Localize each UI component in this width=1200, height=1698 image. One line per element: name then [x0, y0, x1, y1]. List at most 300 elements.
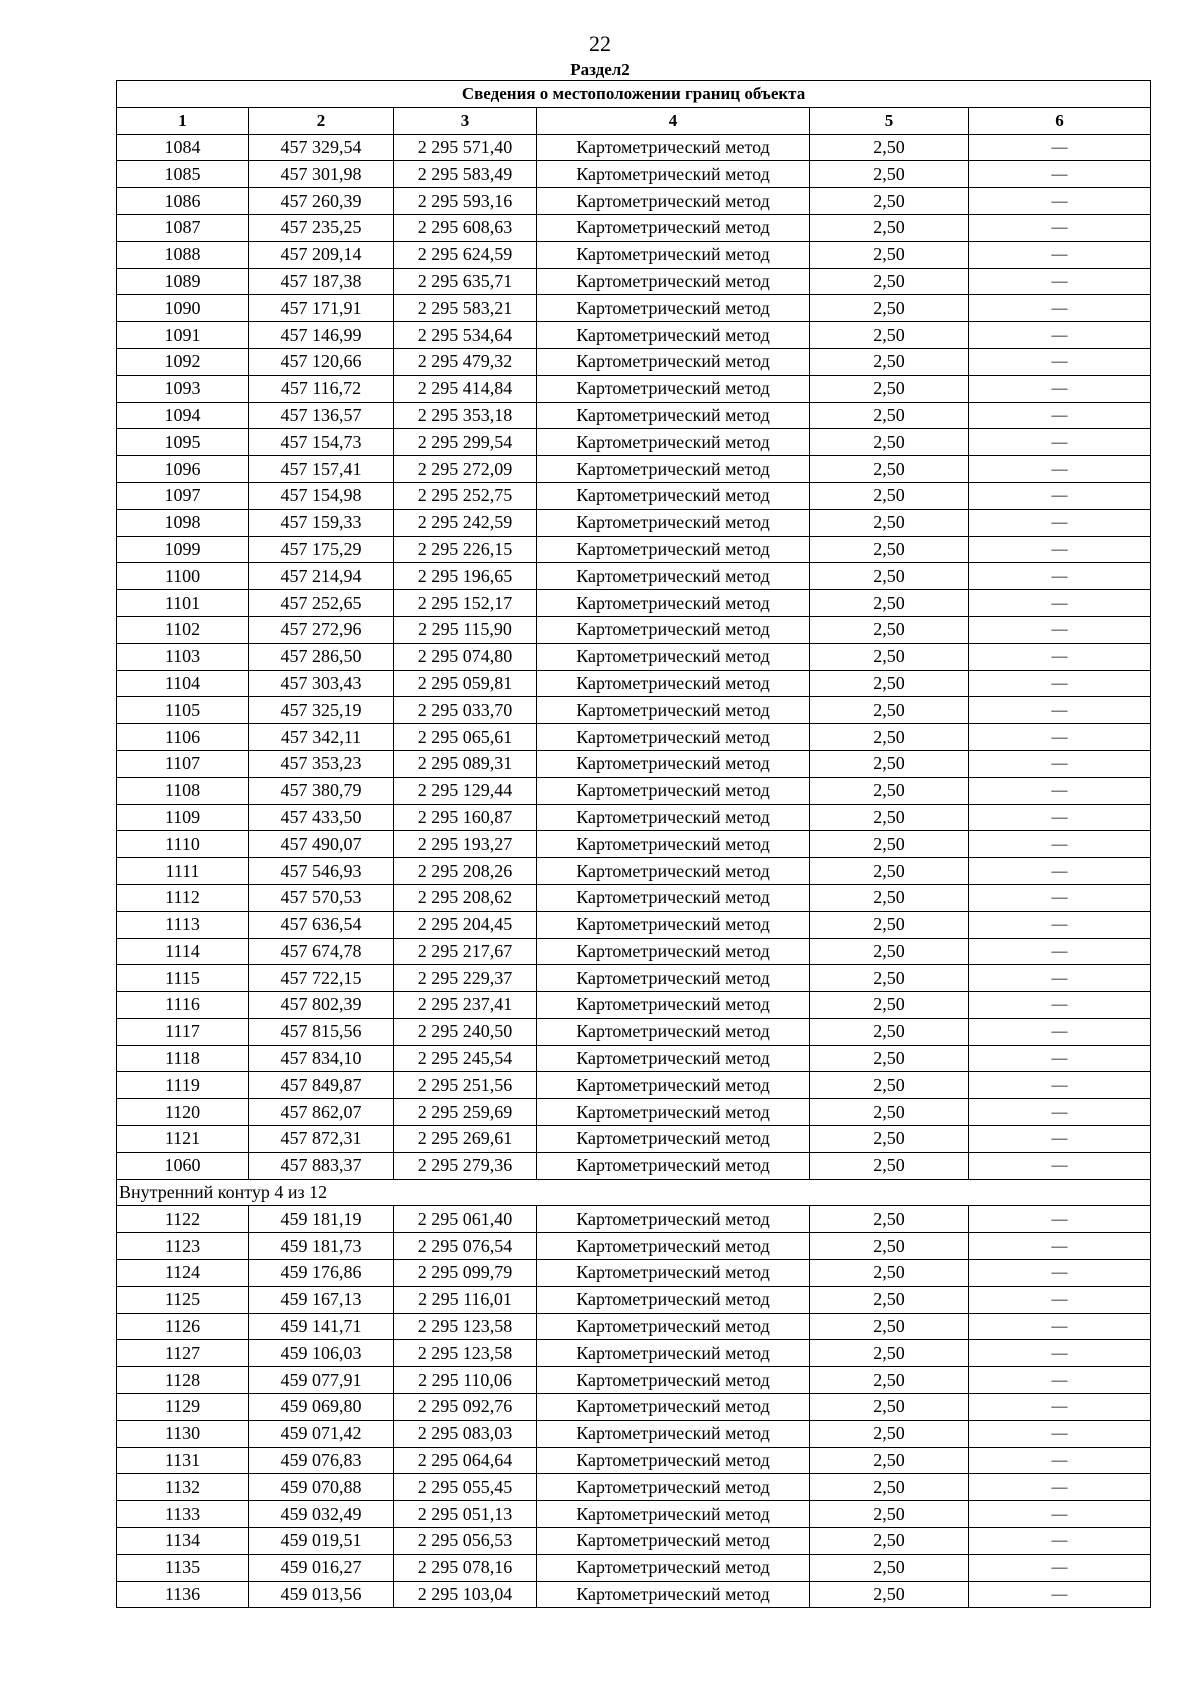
y-coordinate-cell: 2 295 123,58 [394, 1340, 537, 1367]
description-cell: — [969, 911, 1151, 938]
x-coordinate-cell: 459 013,56 [249, 1581, 394, 1608]
x-coordinate-cell: 457 154,98 [249, 482, 394, 509]
accuracy-cell: 2,50 [810, 536, 969, 563]
table-row [117, 1367, 1151, 1394]
y-coordinate-cell: 2 295 479,32 [394, 348, 537, 375]
description-cell: — [969, 563, 1151, 590]
description-cell: — [969, 1367, 1151, 1394]
point-number-cell: 1084 [117, 134, 249, 161]
x-coordinate-cell: 457 883,37 [249, 1152, 394, 1179]
accuracy-cell: 2,50 [810, 911, 969, 938]
method-cell: Картометрический метод [537, 750, 810, 777]
y-coordinate-cell: 2 295 583,21 [394, 295, 537, 322]
y-coordinate-cell: 2 295 061,40 [394, 1206, 537, 1233]
table-row [117, 590, 1151, 617]
description-cell: — [969, 322, 1151, 349]
method-cell: Картометрический метод [537, 831, 810, 858]
point-number-cell: 1104 [117, 670, 249, 697]
y-coordinate-cell: 2 295 251,56 [394, 1072, 537, 1099]
table-row [117, 348, 1151, 375]
method-cell: Картометрический метод [537, 643, 810, 670]
method-cell: Картометрический метод [537, 429, 810, 456]
y-coordinate-cell: 2 295 051,13 [394, 1501, 537, 1528]
point-number-cell: 1136 [117, 1581, 249, 1608]
x-coordinate-cell: 457 636,54 [249, 911, 394, 938]
description-cell: — [969, 590, 1151, 617]
accuracy-cell: 2,50 [810, 429, 969, 456]
point-number-cell: 1121 [117, 1126, 249, 1153]
table-row [117, 563, 1151, 590]
y-coordinate-cell: 2 295 240,50 [394, 1018, 537, 1045]
point-number-cell: 1091 [117, 322, 249, 349]
method-cell: Картометрический метод [537, 1313, 810, 1340]
method-cell: Картометрический метод [537, 509, 810, 536]
table-row [117, 1260, 1151, 1287]
accuracy-cell: 2,50 [810, 1126, 969, 1153]
table-row [117, 938, 1151, 965]
x-coordinate-cell: 457 849,87 [249, 1072, 394, 1099]
point-number-cell: 1113 [117, 911, 249, 938]
method-cell: Картометрический метод [537, 1045, 810, 1072]
section-title: Раздел2 [570, 60, 630, 79]
description-cell: — [969, 750, 1151, 777]
table-row [117, 429, 1151, 456]
accuracy-cell: 2,50 [810, 1474, 969, 1501]
table-row [117, 911, 1151, 938]
method-cell: Картометрический метод [537, 482, 810, 509]
x-coordinate-cell: 457 342,11 [249, 724, 394, 751]
x-coordinate-cell: 457 353,23 [249, 750, 394, 777]
x-coordinate-cell: 457 272,96 [249, 616, 394, 643]
table-row [117, 456, 1151, 483]
x-coordinate-cell: 459 016,27 [249, 1554, 394, 1581]
description-cell: — [969, 1581, 1151, 1608]
x-coordinate-cell: 457 674,78 [249, 938, 394, 965]
x-coordinate-cell: 459 076,83 [249, 1447, 394, 1474]
table-row [117, 1313, 1151, 1340]
y-coordinate-cell: 2 295 608,63 [394, 214, 537, 241]
method-cell: Картометрический метод [537, 1501, 810, 1528]
y-coordinate-cell: 2 295 055,45 [394, 1474, 537, 1501]
method-cell: Картометрический метод [537, 1474, 810, 1501]
point-number-cell: 1090 [117, 295, 249, 322]
description-cell: — [969, 831, 1151, 858]
point-number-cell: 1122 [117, 1206, 249, 1233]
y-coordinate-cell: 2 295 065,61 [394, 724, 537, 751]
description-cell: — [969, 1099, 1151, 1126]
table-row [117, 616, 1151, 643]
table-row [117, 1474, 1151, 1501]
x-coordinate-cell: 459 176,86 [249, 1260, 394, 1287]
table-row [117, 1501, 1151, 1528]
point-number-cell: 1060 [117, 1152, 249, 1179]
x-coordinate-cell: 459 181,73 [249, 1233, 394, 1260]
method-cell: Картометрический метод [537, 1018, 810, 1045]
point-number-cell: 1114 [117, 938, 249, 965]
y-coordinate-cell: 2 295 208,26 [394, 858, 537, 885]
method-cell: Картометрический метод [537, 1126, 810, 1153]
y-coordinate-cell: 2 295 624,59 [394, 241, 537, 268]
x-coordinate-cell: 457 214,94 [249, 563, 394, 590]
point-number-cell: 1125 [117, 1286, 249, 1313]
point-number-cell: 1115 [117, 965, 249, 992]
description-cell: — [969, 1233, 1151, 1260]
point-number-cell: 1133 [117, 1501, 249, 1528]
method-cell: Картометрический метод [537, 188, 810, 215]
x-coordinate-cell: 457 175,29 [249, 536, 394, 563]
y-coordinate-cell: 2 295 279,36 [394, 1152, 537, 1179]
table-row [117, 375, 1151, 402]
point-number-cell: 1134 [117, 1528, 249, 1555]
x-coordinate-cell: 459 077,91 [249, 1367, 394, 1394]
description-cell: — [969, 1554, 1151, 1581]
point-number-cell: 1086 [117, 188, 249, 215]
accuracy-cell: 2,50 [810, 1581, 969, 1608]
table-row [117, 1018, 1151, 1045]
y-coordinate-cell: 2 295 208,62 [394, 884, 537, 911]
method-cell: Картометрический метод [537, 1420, 810, 1447]
x-coordinate-cell: 457 380,79 [249, 777, 394, 804]
description-cell: — [969, 1260, 1151, 1287]
x-coordinate-cell: 457 834,10 [249, 1045, 394, 1072]
y-coordinate-cell: 2 295 115,90 [394, 616, 537, 643]
x-coordinate-cell: 457 570,53 [249, 884, 394, 911]
method-cell: Картометрический метод [537, 536, 810, 563]
table-row [117, 134, 1151, 161]
y-coordinate-cell: 2 295 229,37 [394, 965, 537, 992]
table-row [117, 670, 1151, 697]
x-coordinate-cell: 457 260,39 [249, 188, 394, 215]
column-header: 4 [537, 107, 810, 134]
point-number-cell: 1130 [117, 1420, 249, 1447]
column-header-row [117, 107, 1151, 134]
accuracy-cell: 2,50 [810, 1420, 969, 1447]
x-coordinate-cell: 457 329,54 [249, 134, 394, 161]
point-number-cell: 1101 [117, 590, 249, 617]
x-coordinate-cell: 459 070,88 [249, 1474, 394, 1501]
point-number-cell: 1118 [117, 1045, 249, 1072]
method-cell: Картометрический метод [537, 563, 810, 590]
accuracy-cell: 2,50 [810, 322, 969, 349]
description-cell: — [969, 965, 1151, 992]
table-row [117, 1045, 1151, 1072]
x-coordinate-cell: 457 490,07 [249, 831, 394, 858]
y-coordinate-cell: 2 295 245,54 [394, 1045, 537, 1072]
description-cell: — [969, 1206, 1151, 1233]
x-coordinate-cell: 459 071,42 [249, 1420, 394, 1447]
accuracy-cell: 2,50 [810, 884, 969, 911]
point-number-cell: 1124 [117, 1260, 249, 1287]
x-coordinate-cell: 459 069,80 [249, 1394, 394, 1421]
y-coordinate-cell: 2 295 092,76 [394, 1394, 537, 1421]
method-cell: Картометрический метод [537, 992, 810, 1019]
table-row [117, 643, 1151, 670]
point-number-cell: 1127 [117, 1340, 249, 1367]
table-row [117, 1072, 1151, 1099]
column-header: 2 [249, 107, 394, 134]
accuracy-cell: 2,50 [810, 670, 969, 697]
table-row [117, 697, 1151, 724]
x-coordinate-cell: 457 157,41 [249, 456, 394, 483]
description-cell: — [969, 214, 1151, 241]
accuracy-cell: 2,50 [810, 1233, 969, 1260]
description-cell: — [969, 1152, 1151, 1179]
description-cell: — [969, 616, 1151, 643]
table-row [117, 1099, 1151, 1126]
description-cell: — [969, 1072, 1151, 1099]
description-cell: — [969, 992, 1151, 1019]
table-title: Сведения о местоположении границ объекта [117, 81, 1151, 108]
description-cell: — [969, 1394, 1151, 1421]
table-row [117, 536, 1151, 563]
method-cell: Картометрический метод [537, 724, 810, 751]
description-cell: — [969, 1340, 1151, 1367]
table-row [117, 1206, 1151, 1233]
point-number-cell: 1128 [117, 1367, 249, 1394]
y-coordinate-cell: 2 295 116,01 [394, 1286, 537, 1313]
table-title-row [117, 81, 1151, 108]
method-cell: Картометрический метод [537, 1394, 810, 1421]
accuracy-cell: 2,50 [810, 509, 969, 536]
description-cell: — [969, 161, 1151, 188]
x-coordinate-cell: 457 325,19 [249, 697, 394, 724]
accuracy-cell: 2,50 [810, 1447, 969, 1474]
accuracy-cell: 2,50 [810, 161, 969, 188]
y-coordinate-cell: 2 295 083,03 [394, 1420, 537, 1447]
point-number-cell: 1129 [117, 1394, 249, 1421]
description-cell: — [969, 884, 1151, 911]
accuracy-cell: 2,50 [810, 697, 969, 724]
y-coordinate-cell: 2 295 160,87 [394, 804, 537, 831]
accuracy-cell: 2,50 [810, 992, 969, 1019]
y-coordinate-cell: 2 295 103,04 [394, 1581, 537, 1608]
description-cell: — [969, 1126, 1151, 1153]
point-number-cell: 1111 [117, 858, 249, 885]
table-row [117, 1340, 1151, 1367]
y-coordinate-cell: 2 295 252,75 [394, 482, 537, 509]
x-coordinate-cell: 457 171,91 [249, 295, 394, 322]
method-cell: Картометрический метод [537, 161, 810, 188]
table-row [117, 322, 1151, 349]
point-number-cell: 1126 [117, 1313, 249, 1340]
method-cell: Картометрический метод [537, 911, 810, 938]
y-coordinate-cell: 2 295 056,53 [394, 1528, 537, 1555]
table-row [117, 1152, 1151, 1179]
x-coordinate-cell: 457 209,14 [249, 241, 394, 268]
y-coordinate-cell: 2 295 193,27 [394, 831, 537, 858]
x-coordinate-cell: 457 286,50 [249, 643, 394, 670]
x-coordinate-cell: 457 146,99 [249, 322, 394, 349]
description-cell: — [969, 724, 1151, 751]
accuracy-cell: 2,50 [810, 241, 969, 268]
y-coordinate-cell: 2 295 064,64 [394, 1447, 537, 1474]
table-row [117, 724, 1151, 751]
point-number-cell: 1120 [117, 1099, 249, 1126]
method-cell: Картометрический метод [537, 214, 810, 241]
accuracy-cell: 2,50 [810, 456, 969, 483]
point-number-cell: 1094 [117, 402, 249, 429]
point-number-cell: 1093 [117, 375, 249, 402]
point-number-cell: 1096 [117, 456, 249, 483]
description-cell: — [969, 1045, 1151, 1072]
point-number-cell: 1095 [117, 429, 249, 456]
point-number-cell: 1132 [117, 1474, 249, 1501]
table-row [117, 965, 1151, 992]
point-number-cell: 1106 [117, 724, 249, 751]
table-row [117, 1420, 1151, 1447]
x-coordinate-cell: 457 120,66 [249, 348, 394, 375]
accuracy-cell: 2,50 [810, 1260, 969, 1287]
accuracy-cell: 2,50 [810, 965, 969, 992]
method-cell: Картометрический метод [537, 456, 810, 483]
table-row [117, 777, 1151, 804]
table-row [117, 268, 1151, 295]
accuracy-cell: 2,50 [810, 1018, 969, 1045]
x-coordinate-cell: 459 106,03 [249, 1340, 394, 1367]
y-coordinate-cell: 2 295 242,59 [394, 509, 537, 536]
table-row [117, 1554, 1151, 1581]
y-coordinate-cell: 2 295 237,41 [394, 992, 537, 1019]
page-number: 22 [589, 31, 611, 56]
y-coordinate-cell: 2 295 635,71 [394, 268, 537, 295]
x-coordinate-cell: 457 546,93 [249, 858, 394, 885]
method-cell: Картометрический метод [537, 348, 810, 375]
accuracy-cell: 2,50 [810, 1501, 969, 1528]
accuracy-cell: 2,50 [810, 375, 969, 402]
x-coordinate-cell: 457 433,50 [249, 804, 394, 831]
description-cell: — [969, 643, 1151, 670]
description-cell: — [969, 429, 1151, 456]
method-cell: Картометрический метод [537, 804, 810, 831]
point-number-cell: 1099 [117, 536, 249, 563]
x-coordinate-cell: 459 141,71 [249, 1313, 394, 1340]
x-coordinate-cell: 457 301,98 [249, 161, 394, 188]
y-coordinate-cell: 2 295 123,58 [394, 1313, 537, 1340]
x-coordinate-cell: 457 815,56 [249, 1018, 394, 1045]
column-header: 3 [394, 107, 537, 134]
y-coordinate-cell: 2 295 353,18 [394, 402, 537, 429]
table-row [117, 509, 1151, 536]
table-row [117, 884, 1151, 911]
column-header: 1 [117, 107, 249, 134]
table-row [117, 992, 1151, 1019]
contour-label: Внутренний контур 4 из 12 [117, 1179, 1151, 1206]
description-cell: — [969, 456, 1151, 483]
point-number-cell: 1116 [117, 992, 249, 1019]
x-coordinate-cell: 457 235,25 [249, 214, 394, 241]
accuracy-cell: 2,50 [810, 563, 969, 590]
description-cell: — [969, 858, 1151, 885]
description-cell: — [969, 348, 1151, 375]
y-coordinate-cell: 2 295 571,40 [394, 134, 537, 161]
x-coordinate-cell: 459 167,13 [249, 1286, 394, 1313]
y-coordinate-cell: 2 295 269,61 [394, 1126, 537, 1153]
description-cell: — [969, 804, 1151, 831]
description-cell: — [969, 536, 1151, 563]
x-coordinate-cell: 459 181,19 [249, 1206, 394, 1233]
x-coordinate-cell: 457 303,43 [249, 670, 394, 697]
x-coordinate-cell: 457 116,72 [249, 375, 394, 402]
y-coordinate-cell: 2 295 074,80 [394, 643, 537, 670]
description-cell: — [969, 241, 1151, 268]
y-coordinate-cell: 2 295 272,09 [394, 456, 537, 483]
method-cell: Картометрический метод [537, 670, 810, 697]
accuracy-cell: 2,50 [810, 1528, 969, 1555]
table-row [117, 241, 1151, 268]
contour-label-row [117, 1179, 1151, 1206]
description-cell: — [969, 1474, 1151, 1501]
table-row [117, 1447, 1151, 1474]
accuracy-cell: 2,50 [810, 1206, 969, 1233]
accuracy-cell: 2,50 [810, 1394, 969, 1421]
description-cell: — [969, 134, 1151, 161]
y-coordinate-cell: 2 295 259,69 [394, 1099, 537, 1126]
point-number-cell: 1089 [117, 268, 249, 295]
accuracy-cell: 2,50 [810, 804, 969, 831]
x-coordinate-cell: 457 136,57 [249, 402, 394, 429]
accuracy-cell: 2,50 [810, 590, 969, 617]
table-row [117, 804, 1151, 831]
description-cell: — [969, 670, 1151, 697]
description-cell: — [969, 1420, 1151, 1447]
point-number-cell: 1119 [117, 1072, 249, 1099]
accuracy-cell: 2,50 [810, 750, 969, 777]
accuracy-cell: 2,50 [810, 1045, 969, 1072]
method-cell: Картометрический метод [537, 1260, 810, 1287]
method-cell: Картометрический метод [537, 1581, 810, 1608]
column-header: 6 [969, 107, 1151, 134]
y-coordinate-cell: 2 295 414,84 [394, 375, 537, 402]
table-row [117, 1528, 1151, 1555]
description-cell: — [969, 509, 1151, 536]
accuracy-cell: 2,50 [810, 724, 969, 751]
y-coordinate-cell: 2 295 196,65 [394, 563, 537, 590]
y-coordinate-cell: 2 295 226,15 [394, 536, 537, 563]
point-number-cell: 1092 [117, 348, 249, 375]
table-row [117, 1233, 1151, 1260]
y-coordinate-cell: 2 295 299,54 [394, 429, 537, 456]
table-body [117, 134, 1151, 1608]
accuracy-cell: 2,50 [810, 858, 969, 885]
table-row [117, 1394, 1151, 1421]
method-cell: Картометрический метод [537, 884, 810, 911]
x-coordinate-cell: 457 159,33 [249, 509, 394, 536]
accuracy-cell: 2,50 [810, 1152, 969, 1179]
accuracy-cell: 2,50 [810, 1286, 969, 1313]
table-row [117, 188, 1151, 215]
method-cell: Картометрический метод [537, 777, 810, 804]
accuracy-cell: 2,50 [810, 831, 969, 858]
point-number-cell: 1103 [117, 643, 249, 670]
method-cell: Картометрический метод [537, 295, 810, 322]
point-number-cell: 1135 [117, 1554, 249, 1581]
description-cell: — [969, 777, 1151, 804]
y-coordinate-cell: 2 295 152,17 [394, 590, 537, 617]
table-row [117, 1126, 1151, 1153]
description-cell: — [969, 295, 1151, 322]
point-number-cell: 1112 [117, 884, 249, 911]
point-number-cell: 1108 [117, 777, 249, 804]
accuracy-cell: 2,50 [810, 643, 969, 670]
accuracy-cell: 2,50 [810, 616, 969, 643]
method-cell: Картометрический метод [537, 1099, 810, 1126]
point-number-cell: 1117 [117, 1018, 249, 1045]
table-row [117, 1286, 1151, 1313]
y-coordinate-cell: 2 295 033,70 [394, 697, 537, 724]
description-cell: — [969, 1501, 1151, 1528]
table-row [117, 402, 1151, 429]
description-cell: — [969, 402, 1151, 429]
